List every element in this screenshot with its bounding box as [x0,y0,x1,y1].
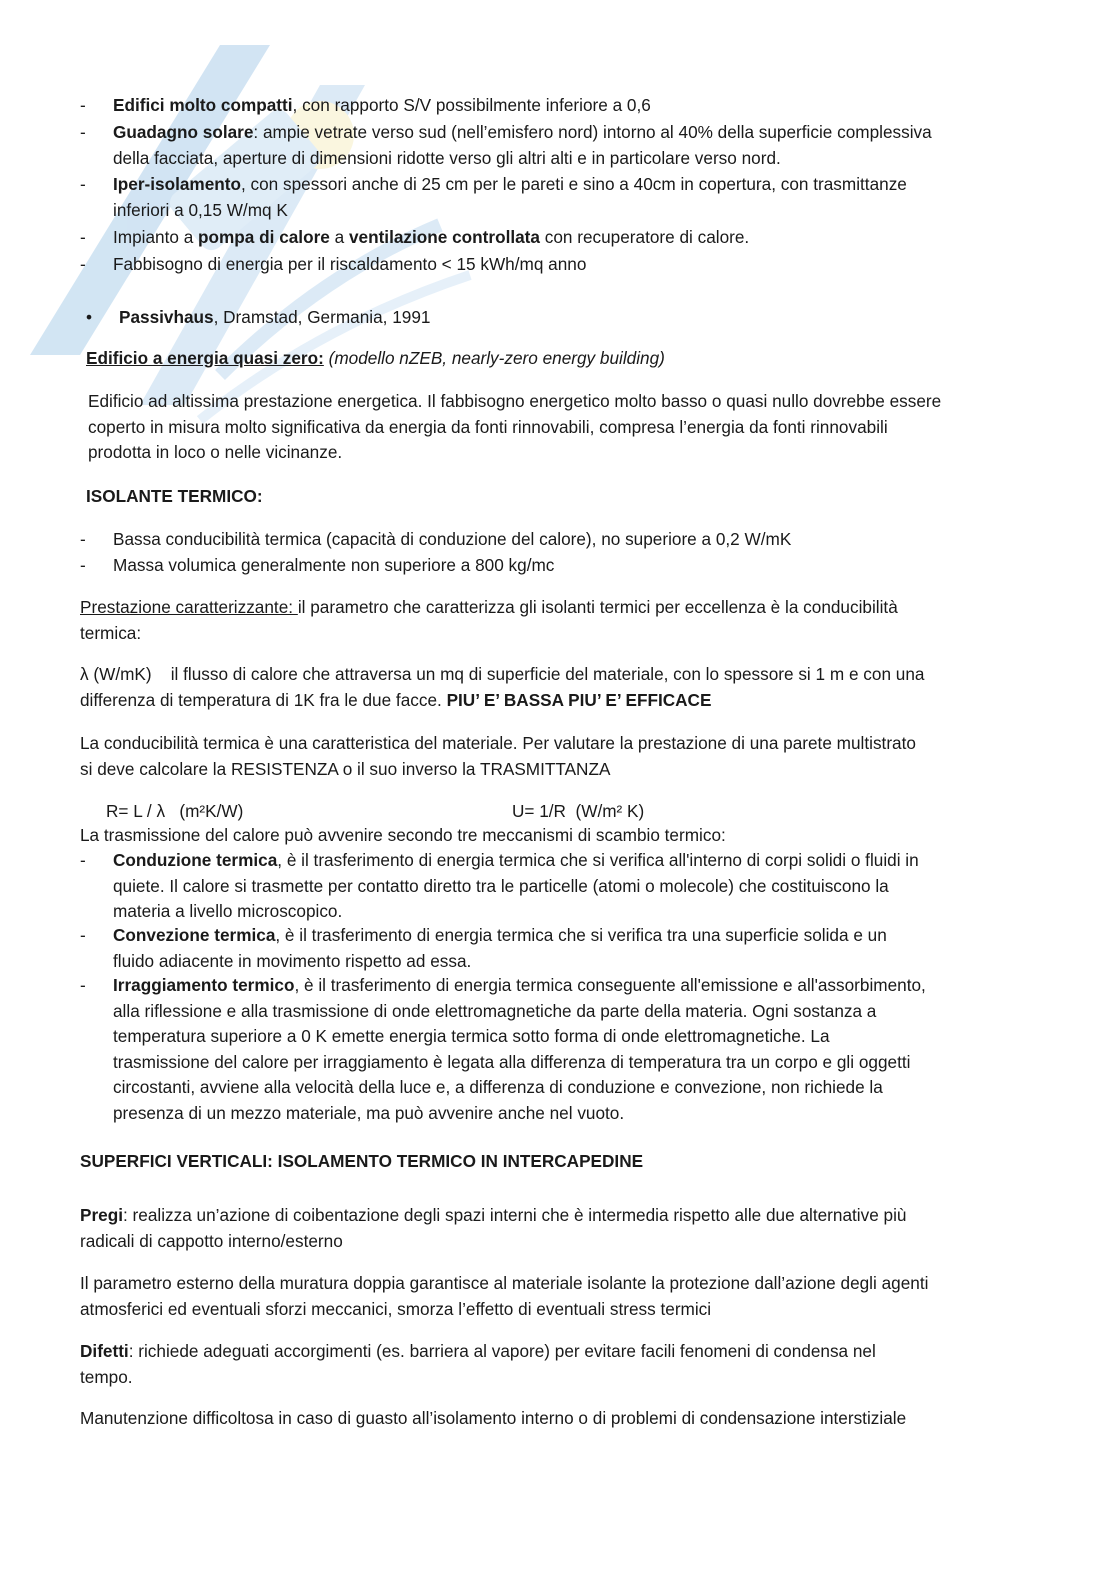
item-text: Impianto a [113,227,199,247]
item-text: quiete. Il calore si trasmette per contatto diretto tra le particelle (atomi o molecole) che costituiscono la [113,875,889,896]
conducibilita-paragraph [80,731,1040,782]
section-heading [86,484,1046,510]
list-item [113,120,1033,171]
item-text: , è il trasferimento di energia termica che si verifica all'interno di corpi solidi o fluidi in [277,850,919,870]
paragraph-line: prodotta in loco o nelle vicinanze. [88,442,343,462]
list-item [113,553,1033,579]
item-text: : ampie vetrate verso sud (nell’emisfero nord) intorno al 40% della superficie complessiva [253,122,932,142]
paragraph-line: radicali di cappotto interno/esterno [80,1230,343,1251]
list-dash: - [80,254,86,274]
emphasis-text: PIU’ E’ BASSA PIU’ E’ EFFICACE [446,689,712,710]
parametro-paragraph [80,1271,1040,1322]
item-text: , è il trasferimento di energia termica che si verifica tra una superficie solida e un [275,925,887,945]
paragraph-line: atmosferici ed eventuali sforzi meccanici, smorza l’effetto di eventuali stress termici [80,1298,712,1319]
paragraph-line: Edificio ad altissima prestazione energetica. Il fabbisogno energetico molto basso o quasi nullo dovrebbe essere [88,391,942,411]
trasmissione-intro: La trasmissione del calore può avvenire secondo tre meccanismi di scambio termico: [80,825,726,845]
list-item [113,93,1033,119]
difetti-label: Difetti [80,1341,129,1361]
formula-resistenza: R= L / λ (m²K/W) [106,801,244,821]
lambda-paragraph [80,662,1040,713]
pregi-label: Pregi [80,1205,123,1225]
heading-text: SUPERFICI VERTICALI: ISOLAMENTO TERMICO IN INTERCAPEDINE [80,1151,644,1171]
list-dash: - [80,227,86,247]
item-text: Massa volumica generalmente non superiore a 800 kg/mc [113,555,555,575]
list-dash: - [80,850,86,870]
item-text: presenza di un mezzo materiale, ma può avvenire anche nel vuoto. [113,1102,625,1123]
formula-trasmittanza: U= 1/R (W/m² K) [512,801,645,821]
item-text: Fabbisogno di energia per il riscaldamento < 15 kWh/mq anno [113,254,587,274]
heading-text: ISOLANTE TERMICO: [86,486,263,506]
list-item [113,923,1033,974]
item-text: con recuperatore di calore. [539,227,750,247]
list-dash: - [80,975,86,995]
list-item [113,848,1033,925]
item-text: circostanti, avviene alla velocità della luce e, a differenza di conduzione e convezione, non richiede la [113,1077,883,1097]
item-title: Guadagno solare [113,122,254,142]
paragraph-line: si deve calcolare la RESISTENZA o il suo inverso la TRASMITTANZA [80,758,611,779]
section-heading [80,1149,1040,1175]
list-dash: - [80,122,86,142]
paragraph-line: termica: [80,622,142,643]
item-text: materia a livello microscopico. [113,901,343,921]
manutenzione-paragraph: Manutenzione difficoltosa in caso di guasto all’isolamento interno o di problemi di condensazione interstiziale [80,1408,907,1428]
list-item [113,527,1033,553]
item-title: Convezione termica [113,925,276,945]
paragraph-line: tempo. [80,1366,133,1387]
bullet-item [119,305,1039,331]
bullet-title: Passivhaus [119,307,214,327]
item-title: Conduzione termica [113,850,278,870]
pregi-paragraph [80,1203,1040,1254]
paragraph-line: Il parametro esterno della muratura doppia garantisce al materiale isolante la protezione dall’azione degli agenti [80,1273,929,1293]
nzeb-paragraph [88,389,1048,466]
list-item [113,225,1033,251]
item-title: Edifici molto compatti [113,95,293,115]
nzeb-heading: Edificio a energia quasi zero: [86,348,324,368]
item-title: Iper-isolamento [113,174,241,194]
list-item [113,252,1033,278]
difetti-paragraph [80,1339,1040,1390]
paragraph-line: : richiede adeguati accorgimenti (es. barriera al vapore) per evitare facili fenomeni di condensa nel [128,1341,876,1361]
item-title: Irraggiamento termico [113,975,295,995]
nzeb-heading-line [86,346,1046,372]
list-dash: - [80,529,86,549]
item-text: , con rapporto S/V possibilmente inferiore a 0,6 [292,95,651,115]
item-text: , con spessori anche di 25 cm per le pareti e sino a 40cm in copertura, con trasmittanze [240,174,907,194]
prestazione-paragraph [80,595,1040,646]
list-dash: - [80,555,86,575]
bullet-dot: • [86,307,93,327]
item-emphasis: pompa di calore [198,227,330,247]
item-text: Bassa conducibilità termica (capacità di conduzione del calore), no superiore a 0,2 W/mK [113,529,792,549]
paragraph-line: coperto in misura molto significativa da energia da fonti rinnovabili, compresa l’energia da fonti rinnovabili [88,416,888,437]
item-text: , è il trasferimento di energia termica conseguente all'emissione e all'assorbimento, [294,975,926,995]
nzeb-note: (modello nZEB, nearly-zero energy building) [323,348,665,368]
list-dash: - [80,925,86,945]
paragraph-line: La conducibilità termica è una caratteristica del materiale. Per valutare la prestazione di una parete multistrato [80,733,916,753]
list-dash: - [80,174,86,194]
list-dash: - [80,95,86,115]
prestazione-label: Prestazione caratterizzante: [80,597,298,617]
item-text: temperatura superiore a 0 K emette energia termica sotto forma di onde elettromagnetiche. La [113,1026,830,1046]
item-text: fluido adiacente in movimento rispetto ad essa. [113,950,472,971]
item-text: trasmissione del calore per irraggiamento è legata alla differenza di temperatura tra un corpo e gli oggetti [113,1051,911,1072]
paragraph-line: differenza di temperatura di 1K fra le due facce. [80,689,447,710]
item-emphasis: ventilazione controllata [348,227,540,247]
item-text: della facciata, aperture di dimensioni ridotte verso gli altri alti e in particolare verso nord. [113,147,781,168]
paragraph-line: λ (W/mK) il flusso di calore che attraversa un mq di superficie del materiale, con lo spessore si 1 m e con una [80,664,925,684]
list-item [113,172,1033,223]
bullet-text: , Dramstad, Germania, 1991 [213,307,431,327]
item-text: a [329,227,349,247]
item-text: alla riflessione e alla trasmissione di onde elettromagnetiche da parte della materia. Ogni sostanza a [113,1000,877,1021]
list-item [113,973,1033,1126]
paragraph-line: il parametro che caratterizza gli isolanti termici per eccellenza è la conducibilità [297,597,898,617]
paragraph-line: : realizza un’azione di coibentazione degli spazi interni che è intermedia rispetto alle due alternative più [123,1205,907,1225]
item-text: inferiori a 0,15 W/mq K [113,199,288,220]
